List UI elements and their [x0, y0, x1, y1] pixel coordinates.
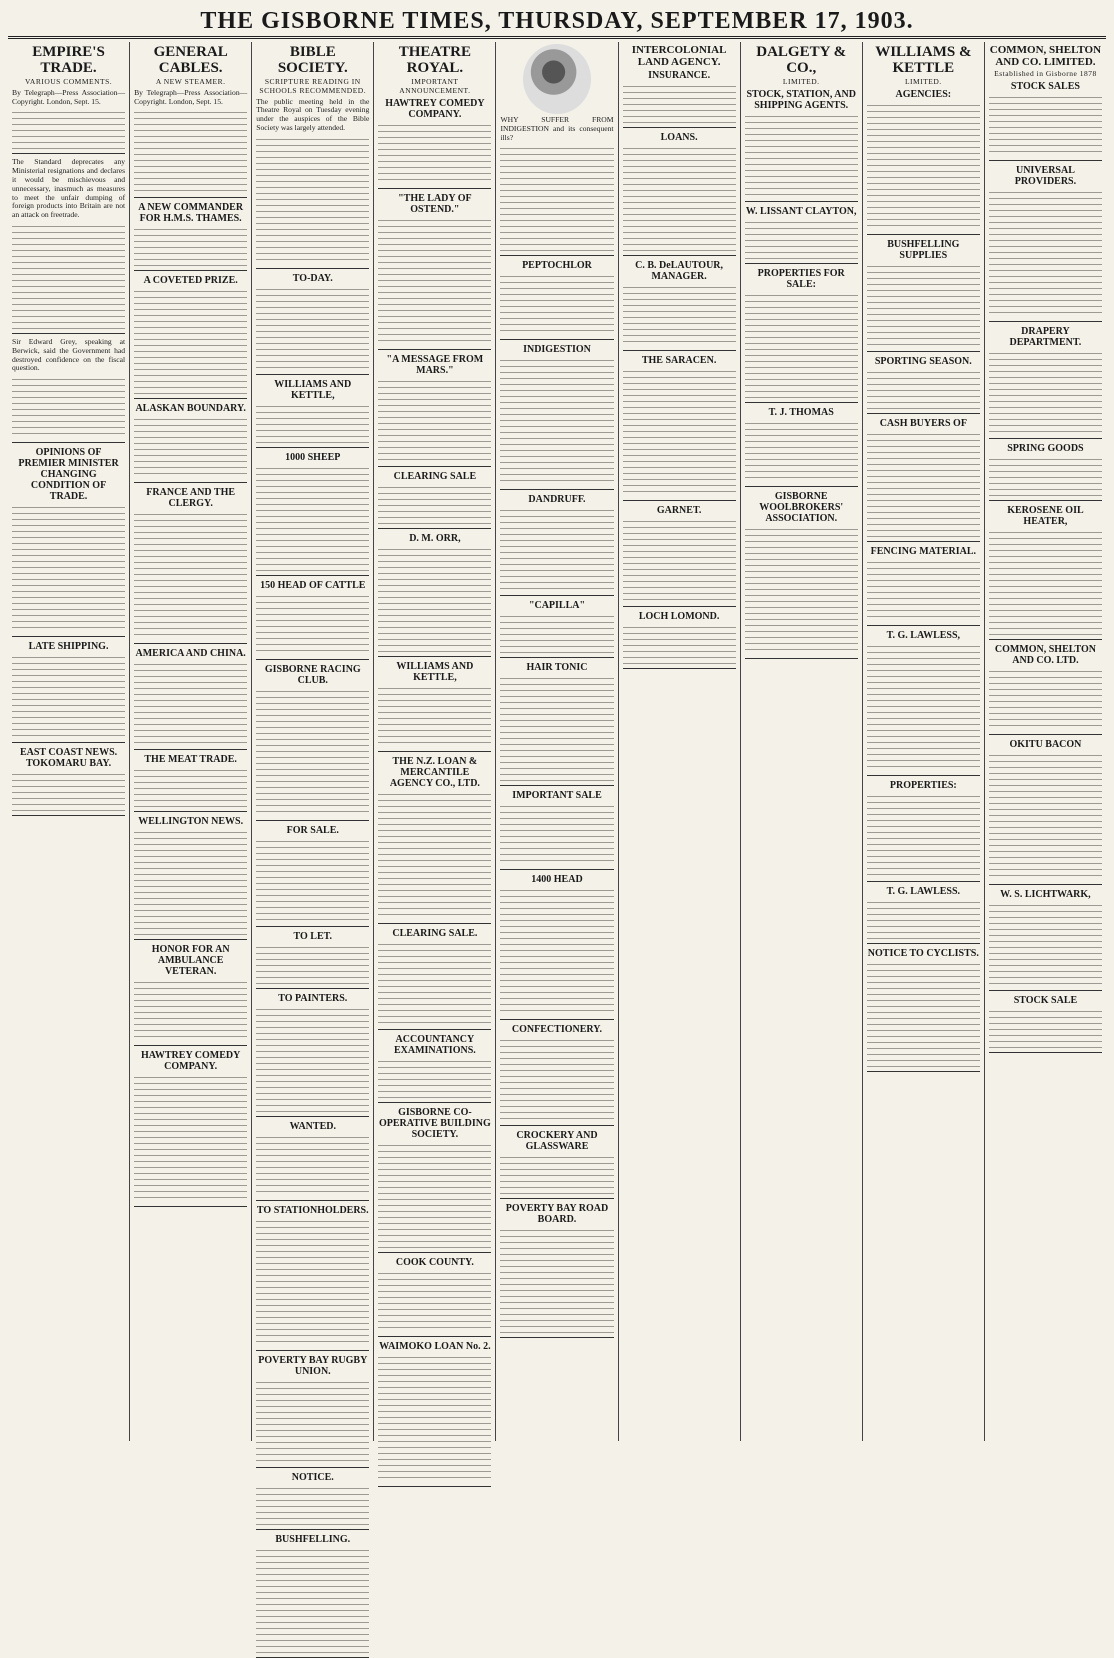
section-headline: D. M. ORR,	[409, 532, 461, 544]
body-text-lines	[989, 350, 1102, 434]
divider	[500, 1125, 613, 1126]
section-headline: W. S. LICHTWARK,	[1000, 888, 1091, 900]
column-heading: EMPIRE'S TRADE.	[32, 44, 105, 76]
body-text-lines	[989, 752, 1102, 880]
divider	[256, 374, 369, 375]
article-paragraph: Sir Edward Grey, speaking at Berwick, said the Government had destroyed confidence on the fiscal question.	[12, 336, 126, 373]
divider	[989, 1052, 1102, 1053]
article-paragraph: By Telegraph—Press Association—Copyright. London, Sept. 15.	[134, 87, 248, 106]
section-headline: HAWTREY COMEDY COMPANY.	[385, 97, 485, 120]
divider	[500, 595, 613, 596]
body-text-lines	[12, 223, 125, 329]
column-7	[741, 42, 863, 1441]
body-text-lines	[500, 675, 613, 781]
body-text-lines	[378, 791, 491, 919]
divider	[623, 127, 736, 128]
body-text-lines	[745, 420, 858, 482]
column-1	[8, 42, 130, 1441]
section-headline: CLEARING SALE	[393, 470, 477, 482]
divider	[378, 466, 491, 467]
divider	[134, 811, 247, 812]
column-heading: INTERCOLONIAL LAND AGENCY.	[631, 44, 727, 68]
body-text-lines	[867, 559, 980, 621]
body-text-lines	[256, 286, 369, 370]
section-headline: INDIGESTION	[523, 344, 591, 356]
article-paragraph: The public meeting held in the Theatre Royal on Tuesday evening under the auspices of the Bible Society was largely attended.	[256, 96, 370, 132]
section-headline: STOCK SALE	[1013, 994, 1078, 1006]
divider	[500, 339, 613, 340]
section-headline: OKITU BACON	[1009, 738, 1082, 750]
divider	[989, 639, 1102, 640]
divider	[867, 881, 980, 882]
divider	[623, 500, 736, 501]
body-text-lines	[378, 1270, 491, 1332]
section-headline: C. B. DeLAUTOUR, MANAGER.	[635, 260, 724, 282]
body-text-lines	[256, 838, 369, 922]
body-text-lines	[134, 979, 247, 1041]
column-heading: BIBLE SOCIETY.	[277, 44, 348, 76]
divider	[256, 1467, 369, 1468]
article-paragraph: The Standard deprecates any Ministerial resignations and declares it would be mischievous and unnecessary, inasmuch as measures to meet the unfair dumping of foreign products into Britain are not an attack on freetrade.	[12, 157, 126, 220]
divider	[867, 351, 980, 352]
section-headline: WILLIAMS AND KETTLE,	[396, 660, 474, 683]
article-paragraph: WHY SUFFER FROM INDIGESTION and its consequent ills?	[500, 115, 614, 142]
divider	[867, 541, 980, 542]
section-headline: LATE SHIPPING.	[28, 641, 109, 653]
body-text-lines	[12, 654, 125, 738]
divider	[12, 636, 125, 637]
body-text-lines	[623, 624, 736, 664]
section-headline: NOTICE.	[291, 1471, 334, 1483]
section-headline: ALASKAN BOUNDARY.	[135, 403, 246, 415]
divider	[12, 153, 125, 154]
body-text-lines	[12, 109, 125, 149]
body-text-lines	[256, 1134, 369, 1196]
body-text-lines	[623, 518, 736, 602]
body-text-lines	[378, 941, 491, 1025]
section-headline: SPRING GOODS	[1007, 442, 1084, 454]
divider	[989, 884, 1102, 885]
body-text-lines	[134, 109, 247, 193]
section-headline: "THE LADY OF OSTEND."	[398, 192, 472, 215]
body-text-lines	[623, 145, 736, 251]
section-headline: ACCOUNTANCY EXAMINATIONS.	[393, 1033, 476, 1056]
body-text-lines	[989, 668, 1102, 730]
body-text-lines	[989, 189, 1102, 317]
section-headline: POVERTY BAY ROAD BOARD.	[505, 1203, 609, 1226]
divider	[134, 749, 247, 750]
section-headline: POVERTY BAY RUGBY UNION.	[258, 1354, 368, 1377]
divider	[256, 1529, 369, 1530]
divider	[378, 1252, 491, 1253]
section-headline: GISBORNE CO-OPERATIVE BUILDING SOCIETY.	[378, 1106, 491, 1140]
divider	[989, 734, 1102, 735]
column-subheading: LIMITED.	[782, 77, 820, 86]
section-headline: COOK COUNTY.	[395, 1256, 474, 1268]
section-headline: OPINIONS OF PREMIER MINISTER CHANGING CONDITION OF TRADE.	[18, 447, 119, 503]
section-headline: AMERICA AND CHINA.	[135, 648, 246, 660]
section-headline: STOCK, STATION, AND SHIPPING AGENTS.	[746, 88, 856, 111]
masthead	[8, 6, 1106, 39]
body-text-lines	[378, 1354, 491, 1482]
body-text-lines	[500, 1154, 613, 1194]
section-headline: BUSHFELLING SUPPLIES	[887, 238, 960, 261]
advert-illustration	[523, 44, 591, 114]
body-text-lines	[500, 273, 613, 335]
section-headline: WAIMOKO LOAN No. 2.	[379, 1340, 491, 1352]
divider	[378, 656, 491, 657]
section-headline: FENCING MATERIAL.	[870, 545, 977, 557]
body-text-lines	[500, 1037, 613, 1121]
divider	[500, 255, 613, 256]
section-headline: THE MEAT TRADE.	[144, 754, 237, 766]
divider	[378, 751, 491, 752]
section-headline: HAWTREY COMEDY COMPANY.	[140, 1050, 241, 1073]
column-4	[374, 42, 496, 1441]
column-subheading: LIMITED.	[904, 77, 942, 86]
divider	[256, 1200, 369, 1201]
section-headline: SPORTING SEASON.	[874, 355, 972, 367]
divider	[623, 255, 736, 256]
column-6	[619, 42, 741, 1441]
divider	[623, 668, 736, 669]
body-text-lines	[378, 122, 491, 184]
divider	[256, 926, 369, 927]
divider	[134, 197, 247, 198]
section-headline: GARNET.	[656, 505, 702, 516]
divider	[134, 939, 247, 940]
body-text-lines	[745, 219, 858, 259]
section-headline: TO STATIONHOLDERS.	[256, 1204, 369, 1216]
divider	[134, 1206, 247, 1207]
section-headline: CLEARING SALE.	[392, 927, 478, 939]
section-headline: WELLINGTON NEWS.	[138, 816, 244, 828]
section-headline: BUSHFELLING.	[275, 1533, 351, 1545]
section-headline: UNIVERSAL PROVIDERS.	[1014, 164, 1077, 187]
section-headline: 150 HEAD OF CATTLE	[260, 579, 366, 591]
divider	[500, 869, 613, 870]
section-headline: LOCH LOMOND.	[638, 611, 720, 622]
section-headline: PROPERTIES:	[889, 779, 957, 791]
body-text-lines	[134, 1074, 247, 1202]
body-text-lines	[745, 526, 858, 654]
section-headline: TO-DAY.	[292, 272, 333, 284]
section-headline: KEROSENE OIL HEATER,	[1007, 504, 1084, 527]
body-text-lines	[500, 803, 613, 865]
section-headline: PEPTOCHLOR	[522, 260, 592, 272]
body-text-lines	[12, 504, 125, 632]
divider	[256, 1116, 369, 1117]
divider	[745, 402, 858, 403]
body-text-lines	[500, 1227, 613, 1333]
section-headline: WANTED.	[289, 1120, 336, 1132]
column-heading: DALGETY & CO.,	[756, 44, 847, 76]
body-text-lines	[989, 94, 1102, 156]
divider	[12, 815, 125, 816]
column-heading: THEATRE ROYAL.	[398, 44, 471, 76]
body-text-lines	[134, 416, 247, 478]
section-headline: THE SARACEN.	[641, 355, 717, 366]
section-headline: 1000 SHEEP	[285, 451, 341, 463]
newspaper-title: THE GISBORNE TIMES, THURSDAY, SEPTEMBER 17, 1903.	[200, 8, 914, 34]
body-text-lines	[134, 511, 247, 639]
column-subheading: A NEW STEAMER.	[155, 77, 226, 86]
article-paragraph: By Telegraph—Press Association—Copyright. London, Sept. 15.	[12, 87, 126, 106]
divider	[378, 1102, 491, 1103]
column-heading: WILLIAMS & KETTLE	[875, 44, 972, 76]
divider	[745, 263, 858, 264]
body-text-lines	[134, 661, 247, 745]
newspaper-columns	[8, 42, 1106, 1545]
section-headline: TO LET.	[293, 930, 333, 942]
divider	[12, 333, 125, 334]
divider	[12, 442, 125, 443]
section-headline: HAIR TONIC	[526, 662, 588, 674]
body-text-lines	[134, 226, 247, 266]
column-2	[130, 42, 252, 1441]
body-text-lines	[500, 887, 613, 1015]
divider	[134, 398, 247, 399]
divider	[623, 606, 736, 607]
divider	[256, 268, 369, 269]
column-heading: GENERAL CABLES.	[153, 44, 228, 76]
body-text-lines	[12, 771, 125, 811]
body-text-lines	[989, 529, 1102, 635]
column-subheading: VARIOUS COMMENTS.	[24, 77, 113, 86]
body-text-lines	[623, 368, 736, 496]
section-headline: IMPORTANT SALE	[512, 790, 602, 802]
divider	[989, 438, 1102, 439]
divider	[989, 321, 1102, 322]
body-text-lines	[989, 456, 1102, 496]
body-text-lines	[134, 288, 247, 394]
divider	[378, 349, 491, 350]
section-headline: FRANCE AND THE CLERGY.	[146, 487, 236, 510]
divider	[500, 657, 613, 658]
body-text-lines	[256, 593, 369, 655]
column-subheading: Established in Gisborne 1878	[994, 69, 1097, 78]
body-text-lines	[867, 793, 980, 877]
section-headline: "CAPILLA"	[528, 600, 586, 612]
body-text-lines	[500, 145, 613, 251]
body-text-lines	[134, 829, 247, 935]
section-headline: COMMON, SHELTON AND CO. LTD.	[994, 643, 1096, 666]
divider	[989, 500, 1102, 501]
body-text-lines	[256, 1218, 369, 1346]
section-headline: W. LISSANT CLAYTON,	[745, 205, 857, 217]
divider	[256, 575, 369, 576]
section-headline: A COVETED PRIZE.	[143, 275, 238, 287]
divider	[867, 413, 980, 414]
section-headline: EAST COAST NEWS. TOKOMARU BAY.	[19, 747, 118, 770]
section-headline: DRAPERY DEPARTMENT.	[1009, 325, 1082, 348]
divider	[745, 486, 858, 487]
section-headline: WILLIAMS AND KETTLE,	[274, 378, 352, 401]
divider	[745, 658, 858, 659]
body-text-lines	[623, 284, 736, 346]
body-text-lines	[378, 1142, 491, 1248]
body-text-lines	[500, 507, 613, 591]
column-5	[496, 42, 618, 1441]
body-text-lines	[378, 1058, 491, 1098]
body-text-lines	[256, 688, 369, 816]
divider	[378, 188, 491, 189]
divider	[378, 923, 491, 924]
body-text-lines	[378, 546, 491, 652]
divider	[378, 528, 491, 529]
body-text-lines	[256, 1379, 369, 1463]
divider	[500, 489, 613, 490]
body-text-lines	[745, 292, 858, 398]
section-headline: T. J. THOMAS	[768, 406, 834, 418]
body-text-lines	[867, 369, 980, 409]
section-headline: DANDRUFF.	[528, 494, 586, 506]
section-headline: A NEW COMMANDER FOR H.M.S. THAMES.	[138, 202, 244, 225]
body-text-lines	[500, 613, 613, 653]
body-text-lines	[989, 1008, 1102, 1048]
body-text-lines	[867, 899, 980, 939]
section-headline: T. G. LAWLESS,	[886, 629, 961, 641]
column-subheading: SCRIPTURE READING IN SCHOOLS RECOMMENDED.	[259, 77, 367, 95]
body-text-lines	[256, 1006, 369, 1112]
body-text-lines	[378, 217, 491, 345]
section-headline: LOANS.	[660, 132, 698, 143]
divider	[989, 990, 1102, 991]
divider	[12, 742, 125, 743]
divider	[378, 1336, 491, 1337]
section-headline: TO PAINTERS.	[278, 992, 348, 1004]
divider	[500, 1198, 613, 1199]
section-headline: CASH BUYERS OF	[879, 417, 967, 429]
section-headline: AGENCIES:	[895, 88, 952, 100]
section-headline: GISBORNE RACING CLUB.	[264, 663, 361, 686]
section-headline: CROCKERY AND GLASSWARE	[516, 1130, 598, 1153]
body-text-lines	[745, 113, 858, 197]
divider	[989, 160, 1102, 161]
divider	[256, 447, 369, 448]
divider	[867, 234, 980, 235]
divider	[134, 643, 247, 644]
divider	[745, 201, 858, 202]
body-text-lines	[378, 685, 491, 747]
body-text-lines	[256, 1547, 369, 1653]
divider	[378, 1486, 491, 1487]
divider	[134, 1045, 247, 1046]
body-text-lines	[256, 944, 369, 984]
body-text-lines	[867, 643, 980, 771]
body-text-lines	[378, 484, 491, 524]
column-3	[252, 42, 374, 1545]
divider	[867, 775, 980, 776]
column-heading: COMMON, SHELTON AND CO. LIMITED.	[989, 44, 1102, 68]
body-text-lines	[867, 102, 980, 230]
divider	[256, 659, 369, 660]
section-headline: NOTICE TO CYCLISTS.	[867, 947, 979, 959]
divider	[256, 1350, 369, 1351]
body-text-lines	[134, 767, 247, 807]
divider	[500, 1337, 613, 1338]
body-text-lines	[500, 357, 613, 485]
body-text-lines	[12, 376, 125, 438]
section-headline: HONOR FOR AN AMBULANCE VETERAN.	[151, 944, 230, 978]
section-headline: GISBORNE WOOLBROKERS' ASSOCIATION.	[759, 490, 844, 524]
body-text-lines	[623, 83, 736, 123]
section-headline: PROPERTIES FOR SALE:	[757, 267, 845, 290]
body-text-lines	[867, 263, 980, 347]
section-headline: CONFECTIONERY.	[511, 1024, 603, 1036]
section-headline: FOR SALE.	[286, 824, 339, 836]
divider	[867, 625, 980, 626]
body-text-lines	[867, 961, 980, 1067]
section-headline: THE N.Z. LOAN & MERCANTILE AGENCY CO., LTD.	[389, 755, 480, 789]
section-headline: STOCK SALES	[1010, 80, 1080, 92]
section-headline: T. G. LAWLESS.	[886, 885, 961, 897]
section-headline: INSURANCE.	[648, 70, 711, 81]
section-headline: "A MESSAGE FROM MARS."	[386, 353, 484, 376]
column-8	[863, 42, 985, 1441]
divider	[867, 943, 980, 944]
divider	[500, 785, 613, 786]
body-text-lines	[256, 465, 369, 571]
body-text-lines	[256, 1485, 369, 1525]
body-text-lines	[378, 378, 491, 462]
divider	[500, 1019, 613, 1020]
divider	[256, 820, 369, 821]
divider	[256, 988, 369, 989]
divider	[867, 1071, 980, 1072]
column-9	[985, 42, 1106, 1441]
divider	[134, 270, 247, 271]
divider	[134, 482, 247, 483]
column-subheading: IMPORTANT ANNOUNCEMENT.	[399, 77, 471, 95]
divider	[623, 350, 736, 351]
body-text-lines	[256, 136, 369, 264]
divider	[378, 1029, 491, 1030]
body-text-lines	[989, 902, 1102, 986]
body-text-lines	[256, 403, 369, 443]
section-headline: 1400 HEAD	[531, 874, 583, 886]
body-text-lines	[867, 431, 980, 537]
